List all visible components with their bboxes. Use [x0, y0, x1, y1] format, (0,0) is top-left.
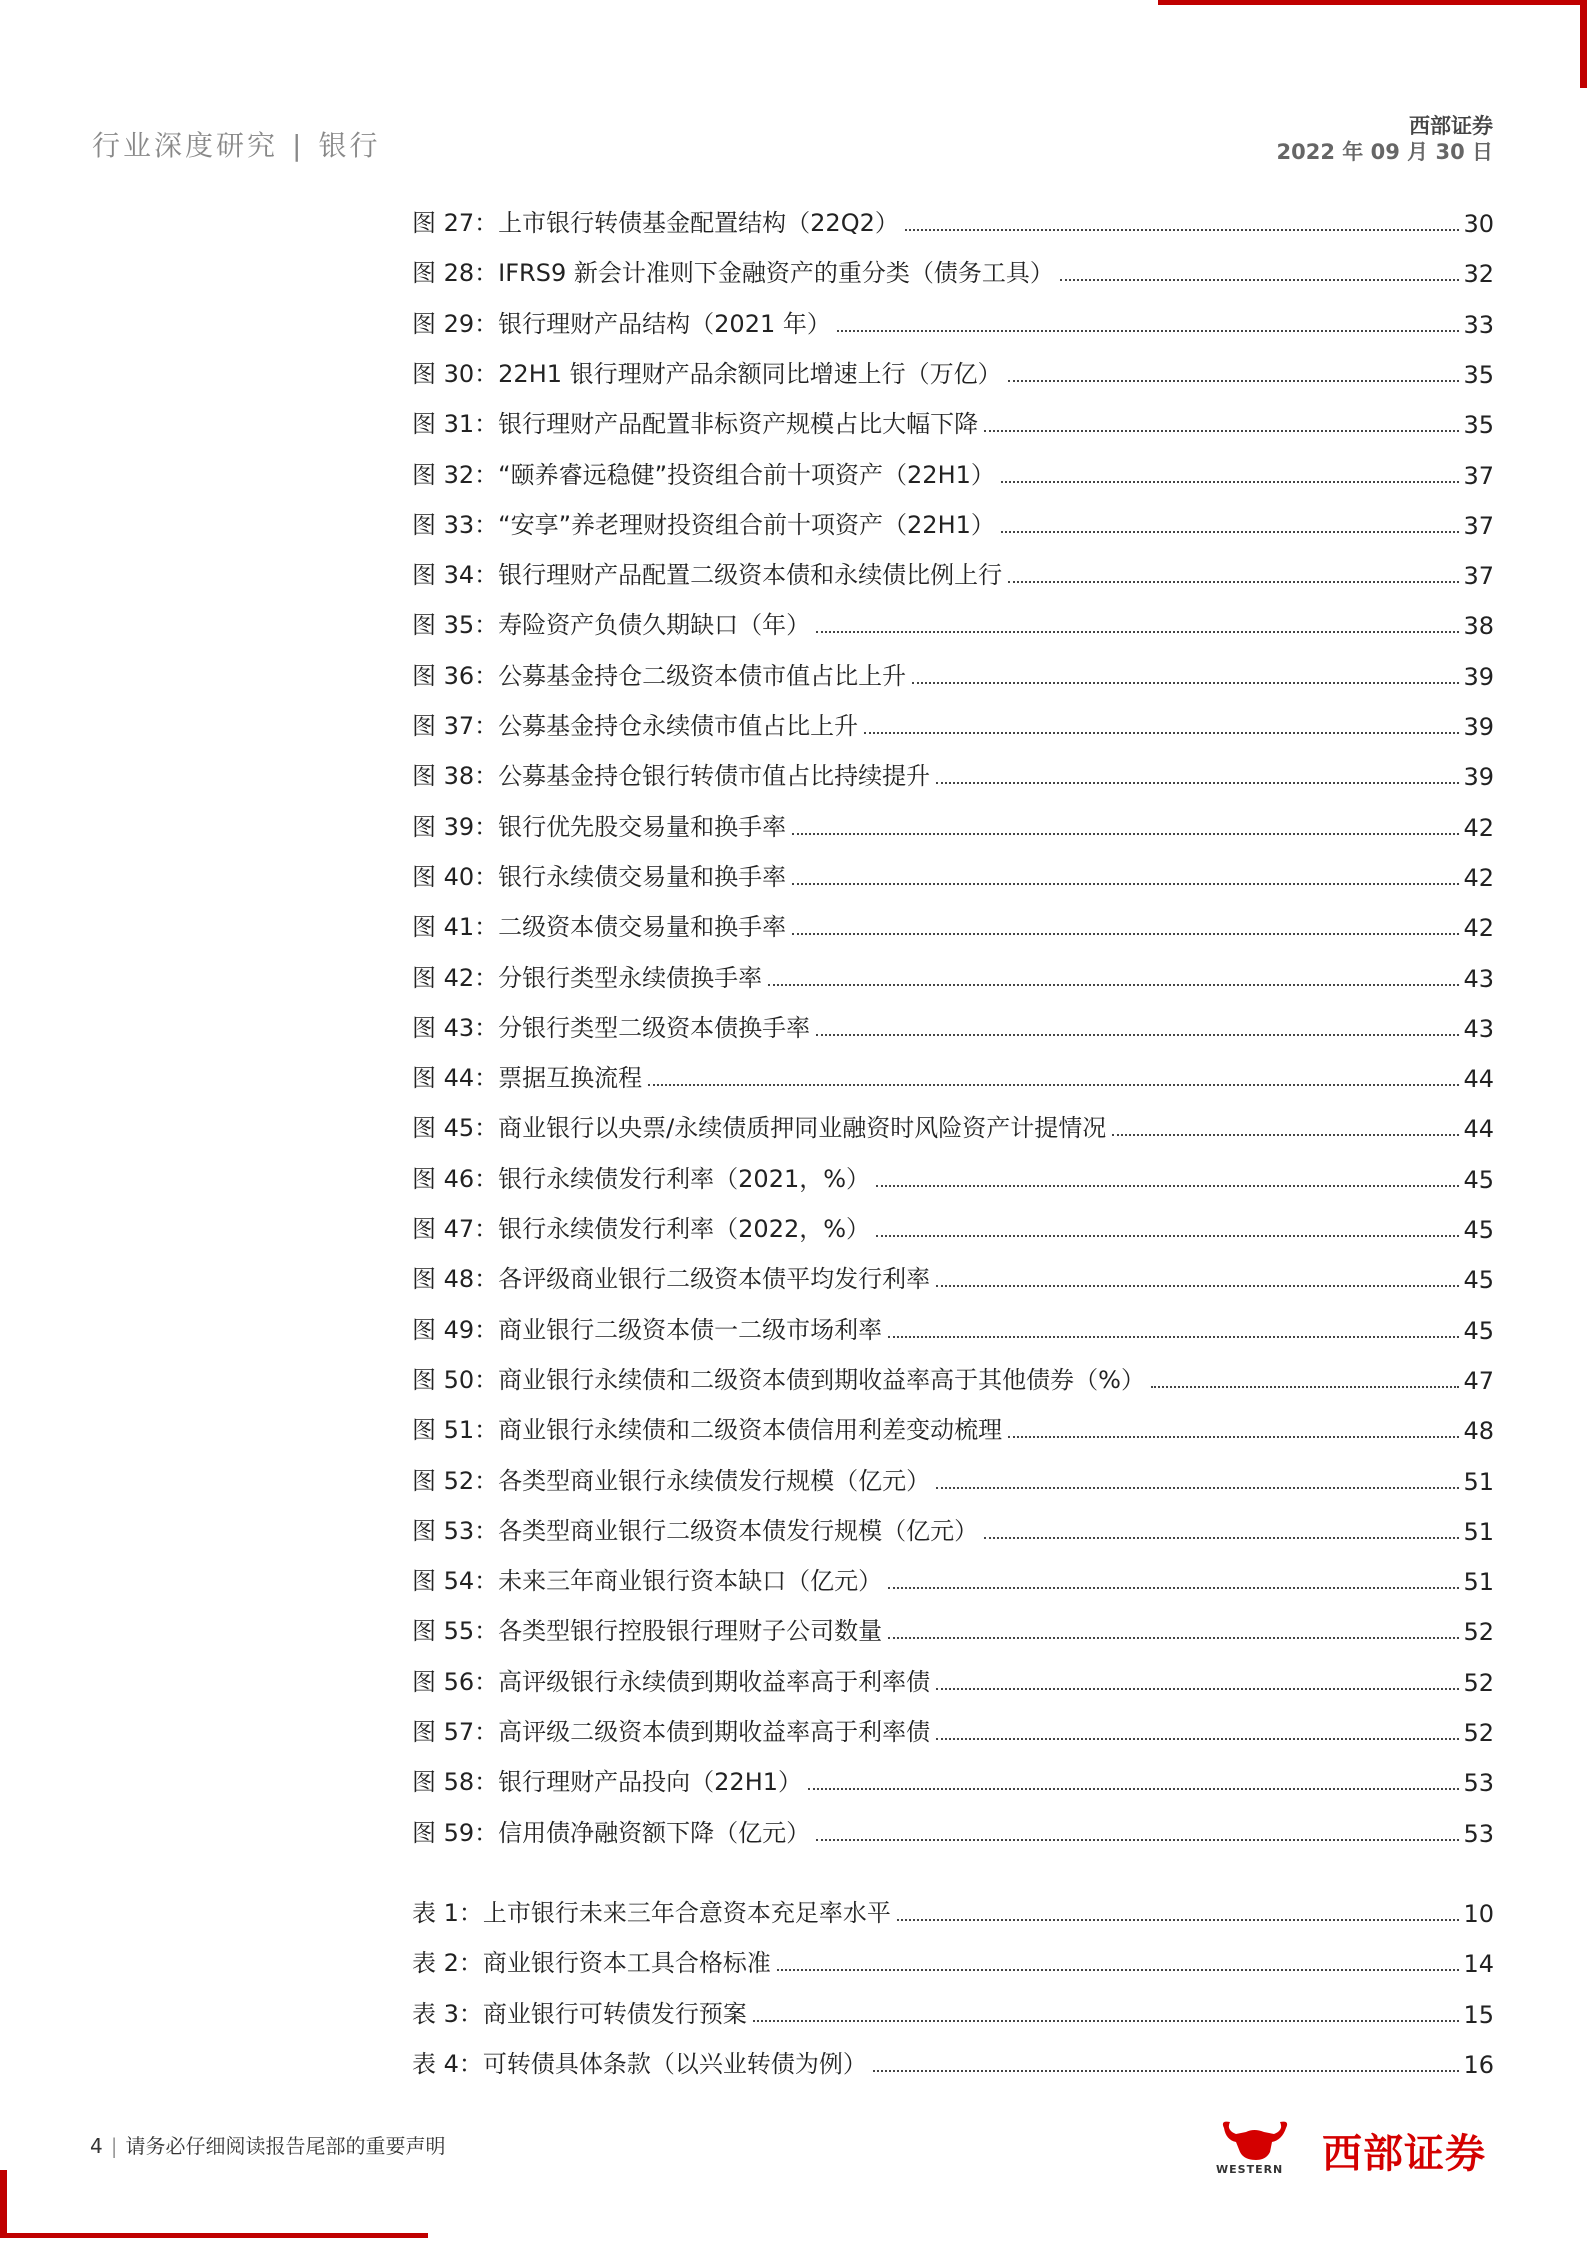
dot-leader — [808, 1788, 1459, 1790]
dot-leader — [936, 1487, 1459, 1489]
figure-toc-entry[interactable] — [412, 1003, 1494, 1043]
figure-toc-entry[interactable] — [412, 751, 1494, 791]
table-toc-entry[interactable] — [412, 1989, 1494, 2029]
toc-entry-title: 表 3：商业银行可转债发行预案 — [412, 1999, 747, 2028]
toc-page-number: 14 — [1463, 1950, 1494, 1979]
toc-page-number: 52 — [1463, 1668, 1494, 1697]
toc-page-number: 32 — [1463, 260, 1494, 289]
toc-entry-title: 图 46：银行永续债发行利率（2021，%） — [412, 1164, 871, 1193]
toc-entry-title: 图 29：银行理财产品结构（2021 年） — [412, 309, 831, 338]
figure-toc-entry[interactable] — [412, 1556, 1494, 1596]
toc-page-number: 42 — [1463, 813, 1494, 842]
figure-toc-entry[interactable] — [412, 1506, 1494, 1546]
figure-toc-entry[interactable] — [412, 1103, 1494, 1143]
figure-toc-entry[interactable] — [412, 651, 1494, 691]
figure-toc-entry[interactable] — [412, 1808, 1494, 1848]
figure-toc-entry[interactable] — [412, 1053, 1494, 1093]
header-company: 西部证券 — [1409, 114, 1493, 138]
toc-page-number: 30 — [1463, 210, 1494, 238]
table-toc-entry[interactable] — [412, 2039, 1494, 2079]
toc-entry-title: 图 52：各类型商业银行永续债发行规模（亿元） — [412, 1466, 931, 1495]
toc-page-number: 52 — [1463, 1618, 1494, 1647]
toc-entry-title: 图 59：信用债净融资额下降（亿元） — [412, 1818, 811, 1847]
dot-leader — [816, 1839, 1459, 1841]
dot-leader — [888, 1637, 1459, 1639]
toc-page-number: 45 — [1463, 1266, 1494, 1295]
toc-entry-title: 图 31：银行理财产品配置非标资产规模占比大幅下降 — [412, 410, 979, 439]
toc-page-number: 51 — [1463, 1467, 1494, 1496]
toc-entry-title: 图 56：高评级银行永续债到期收益率高于利率债 — [412, 1667, 931, 1696]
toc-page-number: 42 — [1463, 914, 1494, 943]
dot-leader — [792, 833, 1459, 835]
figure-toc-entry[interactable] — [412, 248, 1494, 288]
figure-toc-entry[interactable] — [412, 1707, 1494, 1747]
toc-entry-title: 图 32：“颐养睿远稳健”投资组合前十项资产（22H1） — [412, 460, 995, 489]
bottom-frame-line — [0, 2233, 428, 2238]
figure-toc-entry[interactable] — [412, 1757, 1494, 1797]
toc-page-number: 35 — [1463, 360, 1494, 389]
toc-page-number: 48 — [1463, 1417, 1494, 1446]
toc-entry-title: 图 51：商业银行永续债和二级资本债信用利差变动梳理 — [412, 1416, 1003, 1445]
dot-leader — [792, 933, 1459, 935]
toc-entry-title: 图 45：商业银行以央票/永续债质押同业融资时风险资产计提情况 — [412, 1114, 1107, 1143]
dot-leader — [864, 732, 1459, 734]
dot-leader — [1001, 481, 1460, 483]
toc-page-number: 45 — [1463, 1165, 1494, 1194]
figure-toc-entry[interactable] — [412, 600, 1494, 640]
dot-leader — [984, 1537, 1459, 1539]
dot-leader — [777, 1969, 1460, 1971]
toc-page-number: 37 — [1463, 511, 1494, 540]
toc-page-number: 37 — [1463, 562, 1494, 591]
report-sector: 银行 — [318, 129, 381, 162]
figure-toc-entry[interactable] — [412, 399, 1494, 439]
header-date: 2022 年 09 月 30 日 — [1276, 140, 1493, 164]
toc-entry-title: 图 47：银行永续债发行利率（2022，%） — [412, 1215, 871, 1243]
dot-leader — [876, 1185, 1459, 1187]
dot-leader — [936, 1738, 1459, 1740]
toc-entry-title: 图 39：银行优先股交易量和换手率 — [412, 812, 787, 841]
dot-leader — [936, 1688, 1459, 1690]
toc-entry-title: 图 41：二级资本债交易量和换手率 — [412, 913, 787, 942]
dot-leader — [936, 782, 1459, 784]
dot-leader — [888, 1587, 1459, 1589]
toc-entry-title: 图 38：公募基金持仓银行转债市值占比持续提升 — [412, 762, 931, 791]
toc-page-number: 39 — [1463, 763, 1494, 792]
dot-leader — [816, 1034, 1459, 1036]
toc-entry-title: 图 37：公募基金持仓永续债市值占比上升 — [412, 712, 859, 740]
figure-toc-entry[interactable] — [412, 1204, 1494, 1244]
figure-toc-entry[interactable] — [412, 1405, 1494, 1445]
dot-leader — [1008, 581, 1459, 583]
figure-toc-entry[interactable] — [412, 198, 1494, 238]
figure-toc-entry[interactable] — [412, 852, 1494, 892]
toc-page-number: 44 — [1463, 1115, 1494, 1144]
toc-page-number: 16 — [1463, 2050, 1494, 2079]
toc-page-number: 42 — [1463, 863, 1494, 892]
dot-leader — [837, 330, 1460, 332]
figure-toc-entry[interactable] — [412, 349, 1494, 389]
toc-entry-title: 图 27：上市银行转债基金配置结构（22Q2） — [412, 209, 899, 237]
toc-page-number: 51 — [1463, 1517, 1494, 1546]
toc-page-number: 53 — [1463, 1819, 1494, 1848]
table-toc-entry[interactable] — [412, 1888, 1494, 1928]
dot-leader — [816, 631, 1459, 633]
dot-leader — [792, 883, 1459, 885]
figure-toc-entry[interactable] — [412, 953, 1494, 993]
left-frame-line — [0, 2170, 7, 2238]
dot-leader — [648, 1084, 1459, 1086]
toc-page-number: 47 — [1463, 1366, 1494, 1395]
toc-entry-title: 图 53：各类型商业银行二级资本债发行规模（亿元） — [412, 1516, 979, 1545]
report-category: 行业深度研究 | 银行 — [92, 129, 381, 162]
dot-leader — [912, 682, 1459, 684]
toc-page-number: 33 — [1463, 310, 1494, 339]
toc-entry-title: 图 33：“安享”养老理财投资组合前十项资产（22H1） — [412, 510, 995, 539]
figure-toc-entry[interactable] — [412, 500, 1494, 540]
dot-leader — [1001, 531, 1460, 533]
figure-toc-entry[interactable] — [412, 299, 1494, 339]
toc-page-number: 38 — [1463, 612, 1494, 641]
toc-entry-title: 图 58：银行理财产品投向（22H1） — [412, 1768, 803, 1797]
figure-toc-entry[interactable] — [412, 450, 1494, 490]
toc-page-number: 15 — [1463, 2000, 1494, 2029]
toc-page-number: 39 — [1463, 662, 1494, 691]
toc-entry-title: 图 43：分银行类型二级资本债换手率 — [412, 1013, 811, 1042]
toc-entry-title: 图 54：未来三年商业银行资本缺口（亿元） — [412, 1567, 883, 1596]
footer: 4 | 请务必仔细阅读报告尾部的重要声明 — [90, 2134, 446, 2158]
figure-toc-entry[interactable] — [412, 550, 1494, 590]
toc-entry-title: 图 36：公募基金持仓二级资本债市值占比上升 — [412, 661, 907, 690]
logo-english: WESTERN — [1216, 2163, 1284, 2176]
toc-entry-title: 图 48：各评级商业银行二级资本债平均发行利率 — [412, 1265, 931, 1294]
right-frame-line — [1580, 0, 1587, 88]
toc-page-number: 52 — [1463, 1719, 1494, 1747]
table-toc-entry[interactable] — [412, 1938, 1494, 1978]
dot-leader — [905, 229, 1460, 231]
figure-toc-entry[interactable] — [412, 902, 1494, 942]
toc-page-number: 53 — [1463, 1769, 1494, 1798]
dot-leader — [876, 1235, 1459, 1237]
toc-entry-title: 图 28：IFRS9 新会计准则下金融资产的重分类（债务工具） — [412, 259, 1054, 288]
figure-toc-entry[interactable] — [412, 1254, 1494, 1294]
toc-entry-title: 图 30：22H1 银行理财产品余额同比增速上行（万亿） — [412, 359, 1002, 388]
top-frame-line — [1158, 0, 1587, 5]
toc-page-number: 51 — [1463, 1568, 1494, 1597]
report-type: 行业深度研究 — [92, 129, 279, 162]
toc-entry-title: 图 35：寿险资产负债久期缺口（年） — [412, 611, 811, 640]
toc-entry-title: 图 55：各类型银行控股银行理财子公司数量 — [412, 1617, 883, 1646]
toc-entry-title: 图 40：银行永续债交易量和换手率 — [412, 862, 787, 891]
disclaimer-text: 请务必仔细阅读报告尾部的重要声明 — [125, 2134, 446, 2158]
toc-entry-title: 图 57：高评级二级资本债到期收益率高于利率债 — [412, 1718, 931, 1746]
figure-toc-entry[interactable] — [412, 1355, 1494, 1395]
toc-page-number: 44 — [1463, 1065, 1494, 1094]
figure-toc-entry[interactable] — [412, 802, 1494, 842]
figure-toc-entry[interactable] — [412, 1305, 1494, 1345]
dot-leader — [873, 2070, 1460, 2072]
toc-page-number: 37 — [1463, 461, 1494, 490]
dot-leader — [1008, 1436, 1459, 1438]
dot-leader — [984, 430, 1459, 432]
dot-leader — [1008, 380, 1460, 382]
figure-toc-entry[interactable] — [412, 1154, 1494, 1194]
dot-leader — [768, 984, 1459, 986]
figure-toc-entry[interactable] — [412, 1606, 1494, 1646]
dot-leader — [1112, 1134, 1459, 1136]
toc-page-number: 35 — [1463, 411, 1494, 440]
toc-page-number: 39 — [1463, 713, 1494, 741]
toc-entry-title: 图 44：票据互换流程 — [412, 1064, 643, 1093]
dot-leader — [888, 1336, 1459, 1338]
toc-entry-title: 图 34：银行理财产品配置二级资本债和永续债比例上行 — [412, 561, 1003, 590]
page-number: 4 — [90, 2134, 103, 2158]
logo-chinese: 西部证券 — [1322, 2131, 1486, 2177]
dot-leader — [1060, 279, 1460, 281]
toc-page-number: 45 — [1463, 1216, 1494, 1244]
toc-entry-title: 图 50：商业银行永续债和二级资本债到期收益率高于其他债券（%） — [412, 1365, 1145, 1394]
figure-toc-entry[interactable] — [412, 701, 1494, 741]
toc-entry-title: 表 1：上市银行未来三年合意资本充足率水平 — [412, 1899, 891, 1927]
dot-leader — [1151, 1386, 1459, 1388]
toc-page-number: 10 — [1463, 1900, 1494, 1928]
dot-leader — [753, 2020, 1460, 2022]
toc-page-number: 45 — [1463, 1316, 1494, 1345]
toc-entry-title: 图 42：分银行类型永续债换手率 — [412, 963, 763, 992]
figure-toc-entry[interactable] — [412, 1657, 1494, 1697]
toc-page-number: 43 — [1463, 1014, 1494, 1043]
toc-entry-title: 图 49：商业银行二级资本债一二级市场利率 — [412, 1315, 883, 1344]
toc-entry-title: 表 4：可转债具体条款（以兴业转债为例） — [412, 2049, 867, 2078]
toc-entry-title: 表 2：商业银行资本工具合格标准 — [412, 1949, 771, 1978]
figure-toc-entry[interactable] — [412, 1456, 1494, 1496]
dot-leader — [897, 1919, 1460, 1921]
toc-page-number: 43 — [1463, 964, 1494, 993]
dot-leader — [936, 1285, 1459, 1287]
